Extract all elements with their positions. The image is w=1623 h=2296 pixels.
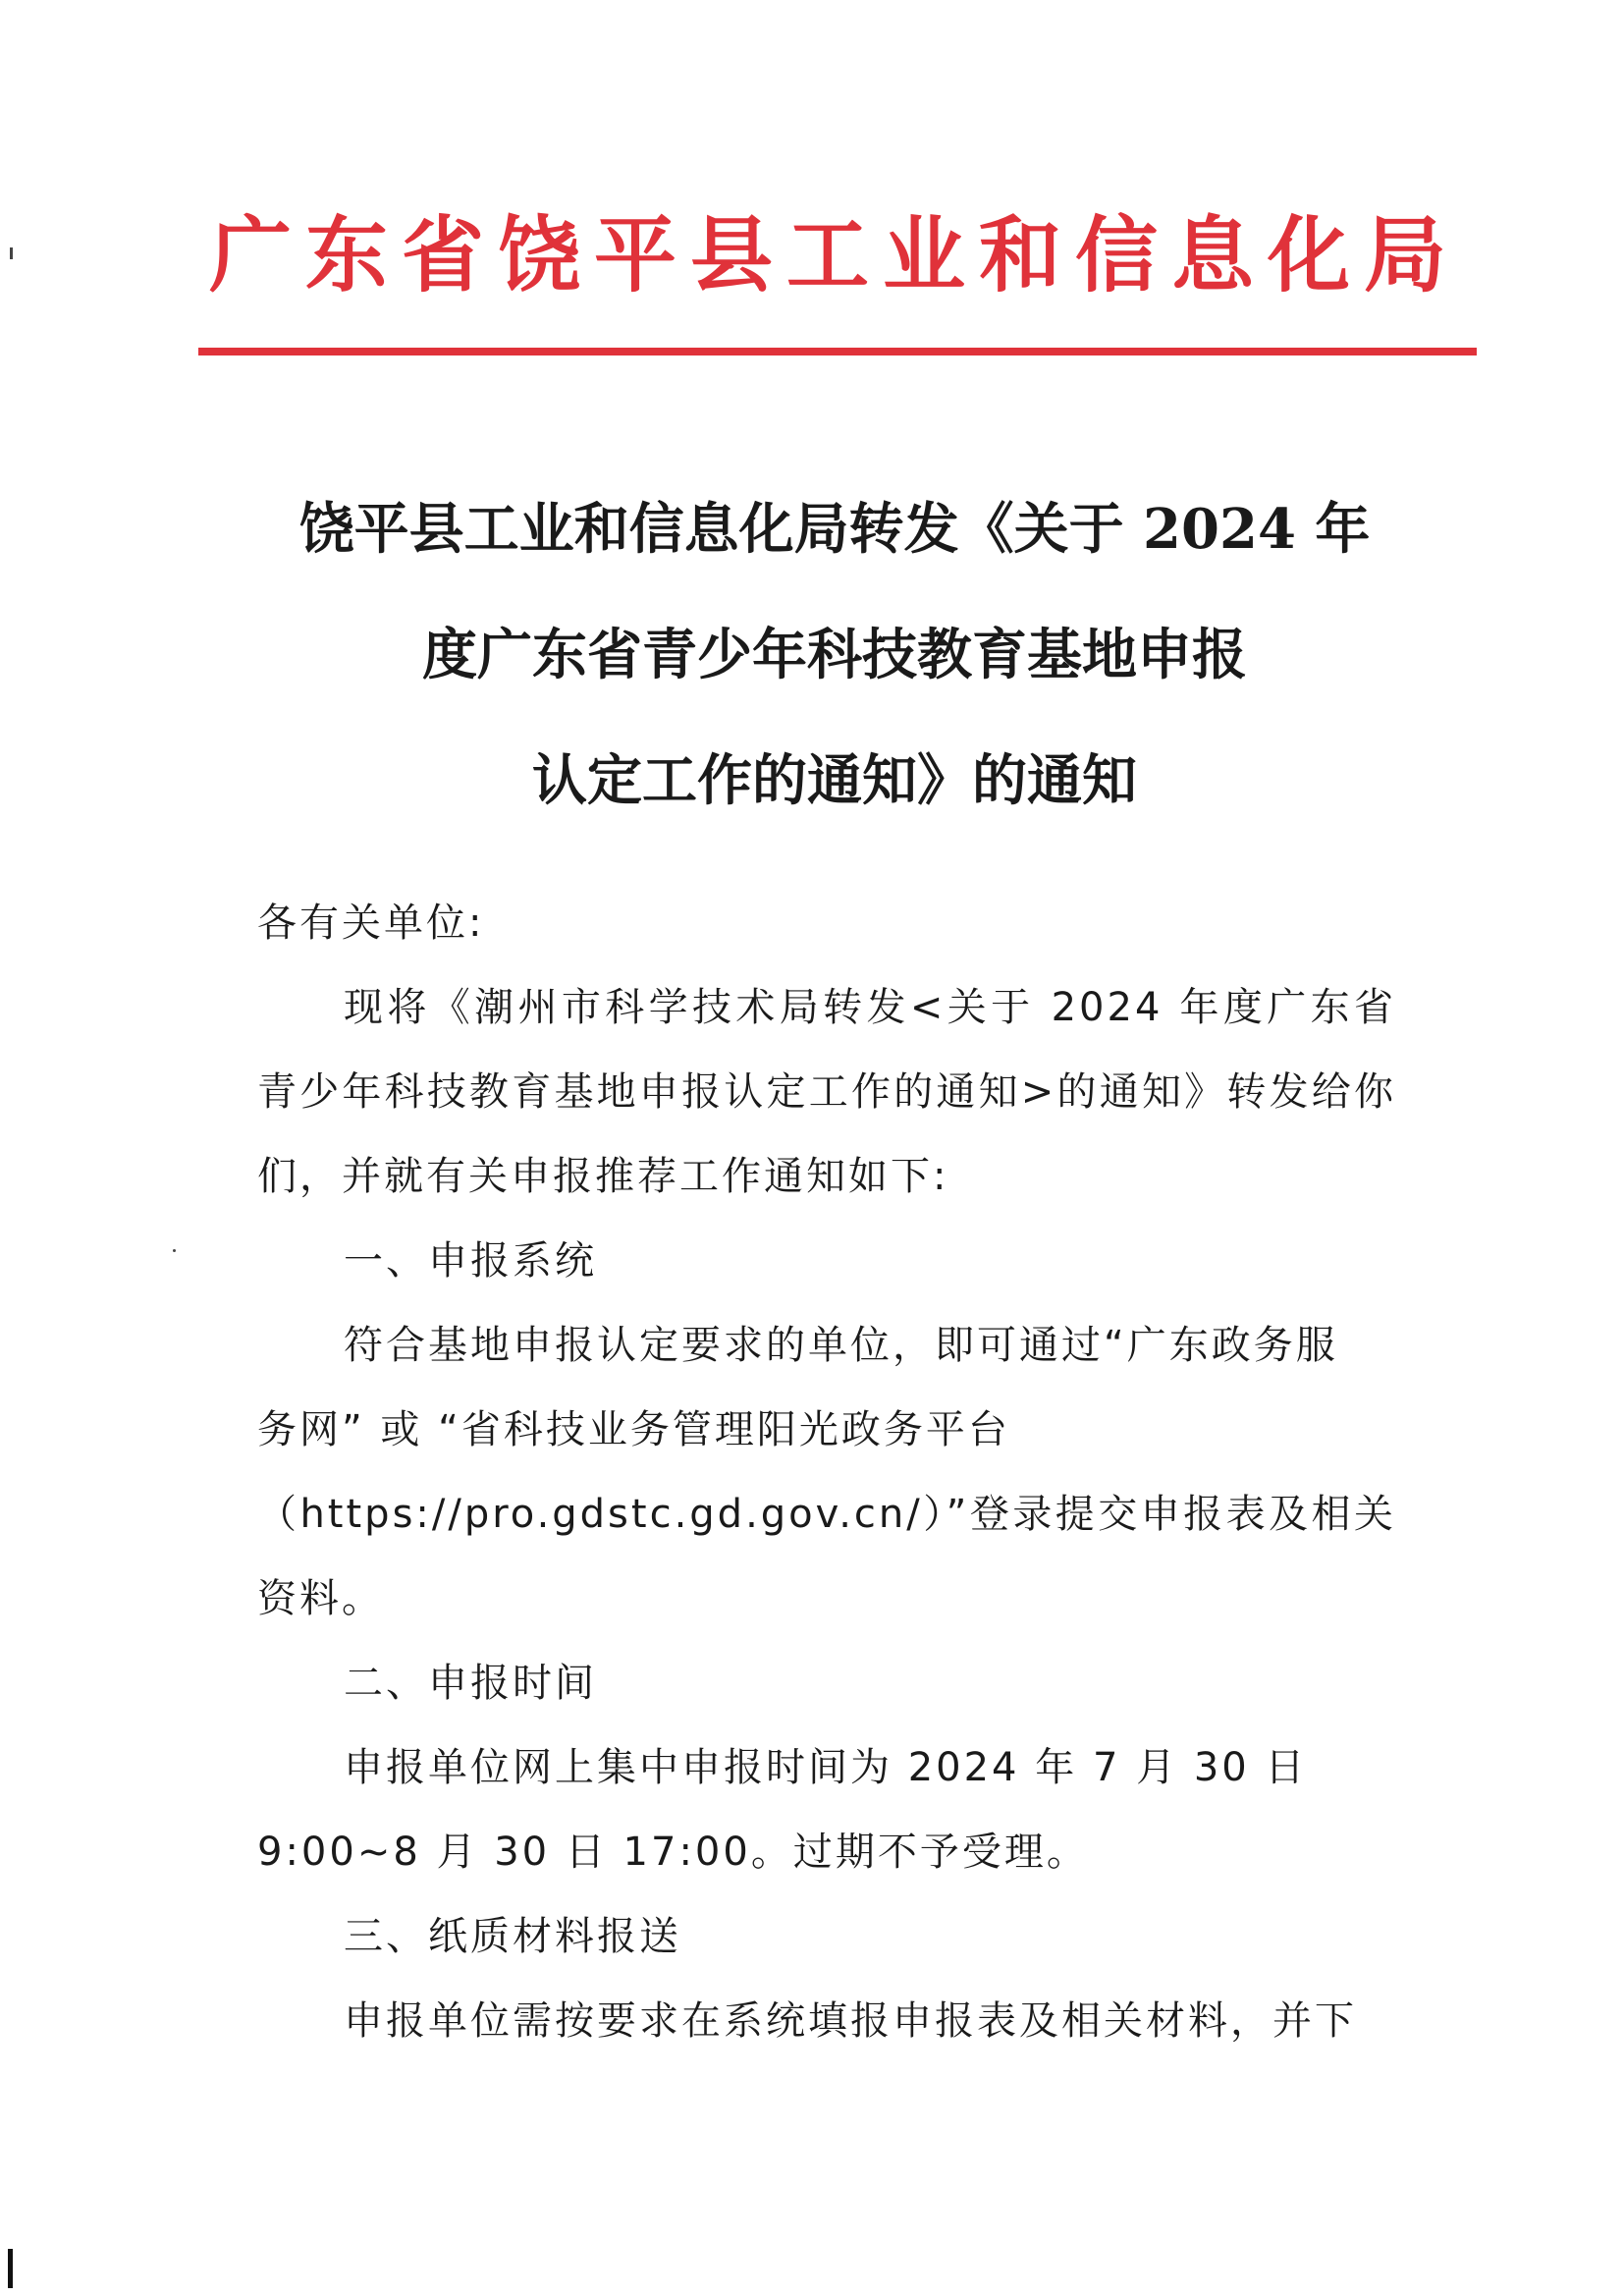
salutation: 各有关单位: (257, 901, 485, 946)
document-title (196, 466, 1473, 844)
section-2-text-line-2: 9:00~8 月 30 日 17:00。过期不予受理。 (257, 1830, 1089, 1875)
scan-mark (10, 247, 13, 259)
intro-paragraph: 现将《潮州市科学技术局转发<关于 2024 年度广东省青少年科技教育基地申报认定工作的通知>的通知》转发给你们，并就有关申报推荐工作通知如下: (257, 985, 1396, 1199)
document-body (257, 881, 1396, 2063)
scan-mark (173, 1249, 176, 1252)
section-2-heading: 二、申报时间 (344, 1661, 597, 1706)
section-2-text-line-1: 申报单位网上集中申报时间为 2024 年 7 月 30 日 (344, 1745, 1308, 1790)
header-red-rule (198, 348, 1477, 355)
section-1-text-line-3: （https://pro.gdstc.gd.gov.cn/）”登录提交申报表及相关资料。 (257, 1492, 1396, 1621)
section-1-text-line-2: 务网” 或 “省科技业务管理阳光政务平台 (257, 1407, 1010, 1452)
section-1-text-line-1: 符合基地申报认定要求的单位，即可通过“广东政务服 (344, 1323, 1338, 1368)
section-3-heading: 三、纸质材料报送 (344, 1914, 681, 1959)
title-line-1: 饶平县工业和信息化局转发《关于 2024 年 (298, 497, 1371, 562)
scan-mark (8, 2249, 13, 2288)
title-line-3: 认定工作的通知》的通知 (532, 748, 1137, 813)
title-line-2: 度广东省青少年科技教育基地申报 (422, 623, 1247, 687)
section-1-heading: 一、申报系统 (344, 1238, 597, 1284)
agency-header: 广东省饶平县工业和信息化局 (208, 206, 1460, 303)
section-3-text: 申报单位需按要求在系统填报申报表及相关材料，并下 (344, 1998, 1357, 2044)
